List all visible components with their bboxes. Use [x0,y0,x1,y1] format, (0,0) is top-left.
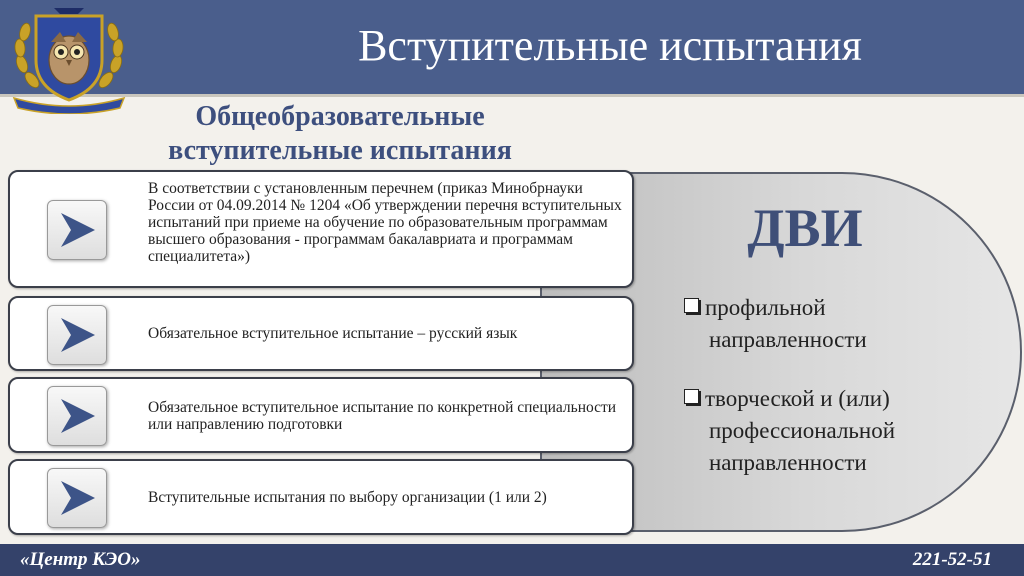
list-item-3 [8,377,634,453]
checkbox-bullet-icon [684,298,699,313]
dvi-bullet-2-line-2: профессиональной [709,418,896,443]
dvi-bullet-2 [684,383,895,479]
dvi-bullet-1-line-1: профильной [705,295,826,320]
subtitle-line-2: вступительные испытания [168,135,512,166]
arrow-icon [47,386,107,446]
section-subtitle [100,100,580,168]
arrow-icon [47,468,107,528]
university-emblem-icon [8,2,130,114]
footer-brand: «Центр КЭО» [20,549,141,570]
page-title: Вступительные испытания [358,21,862,70]
header-divider [0,94,1024,97]
list-item-text: Обязательное вступительное испытание по конкретной специальности или направлению подготовки [148,399,617,433]
dvi-bullet-1-line-2: направленности [709,327,867,352]
footer-bar [0,544,1024,576]
list-item-2 [8,296,634,371]
list-item-text: В соответствии с установленным перечнем (приказ Минобрнауки России от 04.09.2014 № 1204 «Об утверждении перечня вступительных испытаний при приеме на обучение по образовательным программам высшего образования - программам бакалавриата и программам специалитета») [148,180,622,265]
dvi-bullet-2-line-3: направленности [709,450,867,475]
list-item-text: Вступительные испытания по выбору организации (1 или 2) [148,489,547,506]
arrow-icon [47,200,107,260]
subtitle-line-1: Общеобразовательные [195,101,485,132]
list-item-text: Обязательное вступительное испытание – русский язык [148,325,518,342]
checkbox-bullet-icon [684,389,699,404]
dvi-title: ДВИ [747,198,863,258]
footer-phone: 221-52-51 [912,549,992,570]
dvi-bullet-1 [684,292,867,356]
list-item-4 [8,459,634,535]
list-item-1 [8,170,634,288]
arrow-icon [47,305,107,365]
dvi-bullet-2-line-1: творческой и (или) [705,386,890,411]
